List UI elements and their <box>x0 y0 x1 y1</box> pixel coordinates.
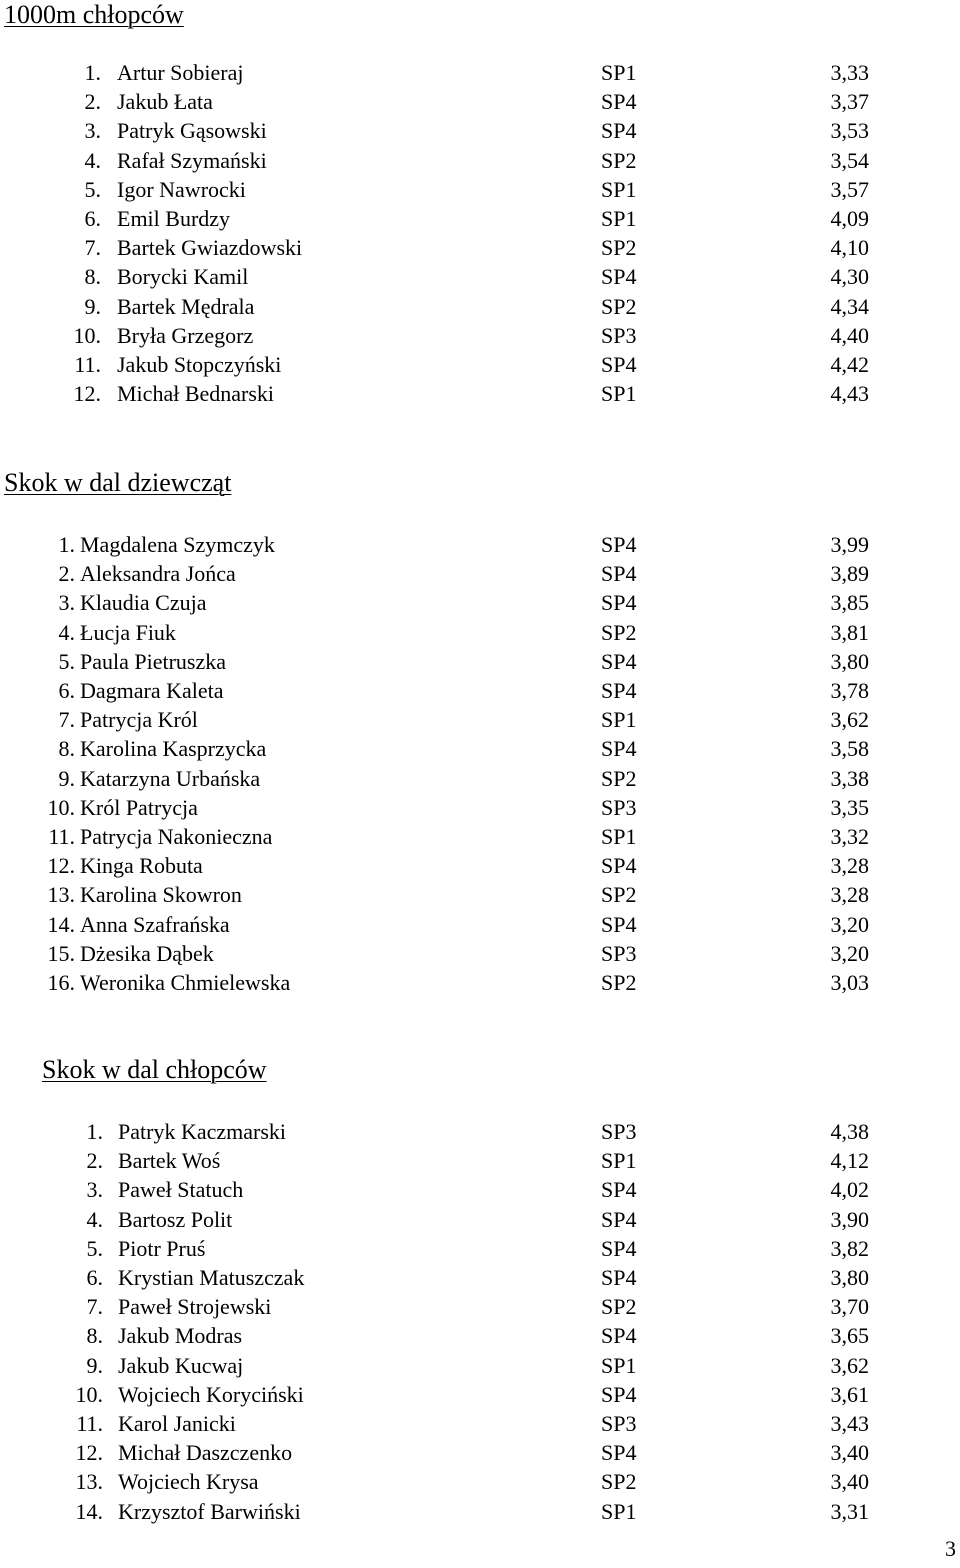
result-value: 3,53 <box>830 118 869 144</box>
result-row <box>0 262 960 291</box>
athlete-name: Bartek Gwiazdowski <box>117 235 303 261</box>
result-row <box>0 1409 960 1438</box>
rank-number: 4. <box>86 1206 103 1232</box>
school-code: SP3 <box>601 322 637 348</box>
school-code: SP4 <box>601 590 637 616</box>
school-code: SP4 <box>601 1265 637 1290</box>
school-code: SP2 <box>601 765 637 791</box>
athlete-name: Kinga Robuta <box>80 853 203 879</box>
athlete-name: Magdalena Szymczyk <box>80 532 275 557</box>
school-code: SP2 <box>601 882 637 908</box>
athlete-name: Łucja Fiuk <box>80 619 176 645</box>
result-row <box>0 292 960 321</box>
result-value: 3,81 <box>830 619 869 645</box>
rank-number: 2. <box>86 1148 103 1174</box>
rank-number: 13. <box>47 882 75 908</box>
school-code: SP4 <box>601 853 637 879</box>
athlete-name: Rafał Szymański <box>117 147 267 173</box>
result-row <box>0 588 960 617</box>
result-row <box>0 1146 960 1175</box>
school-code: SP4 <box>601 911 637 937</box>
result-row <box>0 1497 960 1526</box>
athlete-name: Igor Nawrocki <box>117 176 246 202</box>
result-value: 3,28 <box>830 882 869 908</box>
athlete-name: Dagmara Kaleta <box>80 678 224 703</box>
result-row <box>0 204 960 233</box>
school-code: SP4 <box>601 1381 637 1407</box>
school-code: SP2 <box>601 619 637 645</box>
rank-number: 1. <box>86 1119 103 1144</box>
athlete-name: Weronika Chmielewska <box>80 970 291 995</box>
rank-number: 9. <box>86 1352 103 1378</box>
result-value: 3,40 <box>830 1440 869 1466</box>
result-value: 3,62 <box>830 1352 869 1378</box>
result-row <box>0 350 960 379</box>
result-row <box>0 116 960 145</box>
athlete-name: Dżesika Dąbek <box>80 940 214 966</box>
result-value: 3,62 <box>830 707 869 733</box>
result-value: 3,20 <box>830 911 869 937</box>
rank-number: 14. <box>47 911 75 937</box>
rank-number: 7. <box>84 235 101 261</box>
rank-number: 8. <box>84 264 101 290</box>
athlete-name: Katarzyna Urbańska <box>80 765 261 791</box>
athlete-name: Aleksandra Jońca <box>80 561 236 587</box>
athlete-name: Artur Sobieraj <box>117 60 244 85</box>
result-value: 3,37 <box>830 89 869 115</box>
result-row <box>0 1263 960 1292</box>
section-heading: Skok w dal dziewcząt <box>4 468 232 497</box>
rank-number: 6. <box>58 678 75 703</box>
athlete-name: Patrycja Nakonieczna <box>80 824 273 849</box>
school-code: SP1 <box>601 824 637 849</box>
rank-number: 5. <box>58 648 75 674</box>
school-code: SP1 <box>601 1352 637 1378</box>
result-row <box>0 705 960 734</box>
result-value: 3,28 <box>830 853 869 879</box>
result-row <box>0 1351 960 1380</box>
athlete-name: Patrycja Król <box>80 707 198 733</box>
athlete-name: Piotr Pruś <box>118 1235 206 1261</box>
rank-number: 11. <box>48 824 75 849</box>
result-value: 4,12 <box>830 1148 869 1174</box>
result-value: 3,82 <box>830 1235 869 1261</box>
result-row <box>0 321 960 350</box>
school-code: SP1 <box>601 1148 637 1174</box>
result-value: 3,70 <box>830 1294 869 1320</box>
result-row <box>0 1117 960 1146</box>
result-row <box>0 851 960 880</box>
result-row <box>0 764 960 793</box>
result-value: 4,30 <box>830 264 869 290</box>
rank-number: 1. <box>84 60 101 85</box>
school-code: SP4 <box>601 1235 637 1261</box>
rank-number: 3. <box>58 590 75 616</box>
result-value: 3,99 <box>830 532 869 557</box>
result-value: 4,38 <box>830 1119 869 1144</box>
rank-number: 9. <box>84 293 101 319</box>
school-code: SP4 <box>601 352 637 377</box>
result-row <box>0 87 960 116</box>
result-row <box>0 880 960 909</box>
school-code: SP1 <box>601 381 637 407</box>
result-row <box>0 1205 960 1234</box>
school-code: SP2 <box>601 1294 637 1320</box>
result-value: 3,03 <box>830 970 869 995</box>
school-code: SP4 <box>601 532 637 557</box>
athlete-name: Jakub Stopczyński <box>117 352 282 377</box>
rank-number: 7. <box>86 1294 103 1320</box>
result-row <box>0 910 960 939</box>
result-value: 3,54 <box>830 147 869 173</box>
result-value: 3,61 <box>830 1381 869 1407</box>
athlete-name: Krzysztof Barwiński <box>118 1498 301 1524</box>
result-value: 3,80 <box>830 648 869 674</box>
school-code: SP4 <box>601 1440 637 1466</box>
section-heading: Skok w dal chłopców <box>42 1055 267 1084</box>
result-row <box>0 58 960 87</box>
rank-number: 8. <box>58 736 75 762</box>
result-value: 4,09 <box>830 206 869 231</box>
school-code: SP2 <box>601 1469 637 1495</box>
school-code: SP3 <box>601 940 637 966</box>
result-row <box>0 1467 960 1496</box>
athlete-name: Patryk Kaczmarski <box>118 1119 286 1144</box>
rank-number: 6. <box>84 206 101 231</box>
athlete-name: Karol Janicki <box>118 1411 236 1436</box>
result-row <box>0 175 960 204</box>
result-value: 3,43 <box>830 1411 869 1436</box>
rank-number: 5. <box>84 176 101 202</box>
result-row <box>0 1292 960 1321</box>
athlete-name: Bryła Grzegorz <box>117 322 254 348</box>
result-value: 3,85 <box>830 590 869 616</box>
athlete-name: Jakub Łata <box>117 89 213 115</box>
athlete-name: Borycki Kamil <box>117 264 249 290</box>
school-code: SP1 <box>601 176 637 202</box>
result-value: 3,35 <box>830 794 869 820</box>
school-code: SP3 <box>601 794 637 820</box>
result-row <box>0 530 960 559</box>
athlete-name: Bartek Woś <box>118 1148 221 1174</box>
athlete-name: Paweł Statuch <box>118 1177 244 1203</box>
result-value: 3,20 <box>830 940 869 966</box>
result-value: 3,78 <box>830 678 869 703</box>
rank-number: 4. <box>84 147 101 173</box>
result-value: 3,32 <box>830 824 869 849</box>
school-code: SP1 <box>601 707 637 733</box>
result-value: 3,33 <box>830 60 869 85</box>
athlete-name: Paula Pietruszka <box>80 648 227 674</box>
rank-number: 16. <box>47 970 75 995</box>
school-code: SP4 <box>601 736 637 762</box>
school-code: SP4 <box>601 264 637 290</box>
result-row <box>0 676 960 705</box>
rank-number: 8. <box>86 1323 103 1349</box>
school-code: SP2 <box>601 970 637 995</box>
result-row <box>0 793 960 822</box>
result-value: 3,57 <box>830 176 869 202</box>
rank-number: 7. <box>58 707 75 733</box>
athlete-name: Bartek Mędrala <box>117 293 255 319</box>
result-row <box>0 822 960 851</box>
athlete-name: Jakub Modras <box>118 1323 243 1349</box>
result-value: 4,34 <box>830 293 869 319</box>
athlete-name: Patryk Gąsowski <box>117 118 267 144</box>
athlete-name: Karolina Kasprzycka <box>80 736 267 762</box>
rank-number: 15. <box>47 940 75 966</box>
school-code: SP4 <box>601 678 637 703</box>
school-code: SP1 <box>601 1498 637 1524</box>
rank-number: 10. <box>47 794 75 820</box>
school-code: SP4 <box>601 118 637 144</box>
result-row <box>0 559 960 588</box>
athlete-name: Wojciech Koryciński <box>118 1381 304 1407</box>
school-code: SP1 <box>601 206 637 231</box>
result-row <box>0 1380 960 1409</box>
result-row <box>0 379 960 408</box>
result-row <box>0 939 960 968</box>
result-row <box>0 1234 960 1263</box>
rank-number: 6. <box>86 1265 103 1290</box>
athlete-name: Michał Daszczenko <box>118 1440 293 1466</box>
result-row <box>0 968 960 997</box>
rank-number: 13. <box>75 1469 103 1495</box>
rank-number: 1. <box>58 532 75 557</box>
rank-number: 10. <box>75 1381 103 1407</box>
result-value: 3,58 <box>830 736 869 762</box>
result-row <box>0 618 960 647</box>
athlete-name: Jakub Kucwaj <box>118 1352 244 1378</box>
result-value: 3,89 <box>830 561 869 587</box>
school-code: SP4 <box>601 1177 637 1203</box>
athlete-name: Król Patrycja <box>80 794 198 820</box>
school-code: SP4 <box>601 1323 637 1349</box>
school-code: SP4 <box>601 648 637 674</box>
school-code: SP2 <box>601 235 637 261</box>
result-value: 3,31 <box>830 1498 869 1524</box>
result-value: 3,38 <box>830 765 869 791</box>
rank-number: 4. <box>58 619 75 645</box>
school-code: SP4 <box>601 561 637 587</box>
school-code: SP3 <box>601 1411 637 1436</box>
result-row <box>0 1175 960 1204</box>
result-value: 4,42 <box>830 352 869 377</box>
result-row <box>0 146 960 175</box>
result-value: 3,90 <box>830 1206 869 1232</box>
school-code: SP2 <box>601 293 637 319</box>
result-value: 4,43 <box>830 381 869 407</box>
school-code: SP2 <box>601 147 637 173</box>
school-code: SP1 <box>601 60 637 85</box>
result-row <box>0 1438 960 1467</box>
school-code: SP4 <box>601 1206 637 1232</box>
result-value: 3,65 <box>830 1323 869 1349</box>
rank-number: 2. <box>84 89 101 115</box>
athlete-name: Anna Szafrańska <box>80 911 230 937</box>
school-code: SP4 <box>601 89 637 115</box>
school-code: SP3 <box>601 1119 637 1144</box>
section-heading: 1000m chłopców <box>4 0 184 29</box>
athlete-name: Emil Burdzy <box>117 206 231 231</box>
result-value: 4,10 <box>830 235 869 261</box>
rank-number: 3. <box>86 1177 103 1203</box>
result-row <box>0 1321 960 1350</box>
result-row <box>0 734 960 763</box>
result-value: 4,40 <box>830 322 869 348</box>
athlete-name: Karolina Skowron <box>80 882 242 908</box>
rank-number: 9. <box>58 765 75 791</box>
athlete-name: Michał Bednarski <box>117 381 275 407</box>
result-value: 4,02 <box>830 1177 869 1203</box>
rank-number: 12. <box>75 1440 103 1466</box>
rank-number: 10. <box>73 322 101 348</box>
athlete-name: Krystian Matuszczak <box>118 1265 305 1290</box>
rank-number: 12. <box>47 853 75 879</box>
athlete-name: Bartosz Polit <box>118 1206 233 1232</box>
rank-number: 12. <box>73 381 101 407</box>
athlete-name: Paweł Strojewski <box>118 1294 272 1320</box>
athlete-name: Klaudia Czuja <box>80 590 207 616</box>
athlete-name: Wojciech Krysa <box>118 1469 259 1495</box>
rank-number: 11. <box>76 1411 103 1436</box>
result-value: 3,80 <box>830 1265 869 1290</box>
page-number: 3 <box>945 1536 956 1561</box>
rank-number: 14. <box>75 1498 103 1524</box>
result-row <box>0 233 960 262</box>
rank-number: 3. <box>84 118 101 144</box>
rank-number: 5. <box>86 1235 103 1261</box>
result-value: 3,40 <box>830 1469 869 1495</box>
result-row <box>0 647 960 676</box>
rank-number: 11. <box>74 352 101 377</box>
rank-number: 2. <box>58 561 75 587</box>
